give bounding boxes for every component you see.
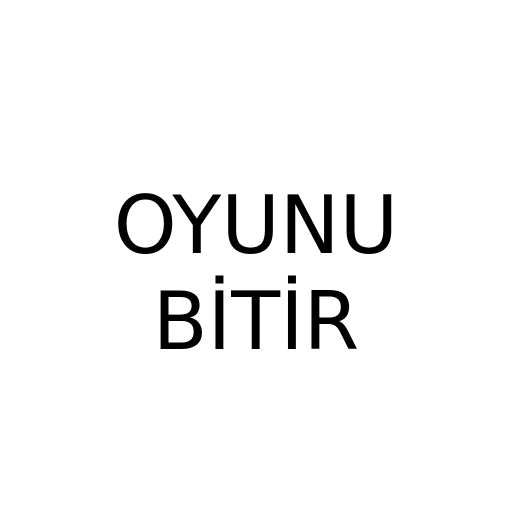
end-game-button[interactable]	[0, 178, 512, 370]
end-game-label-line2: BİTİR	[152, 275, 360, 368]
end-game-label-line1: OYUNU	[113, 179, 399, 272]
